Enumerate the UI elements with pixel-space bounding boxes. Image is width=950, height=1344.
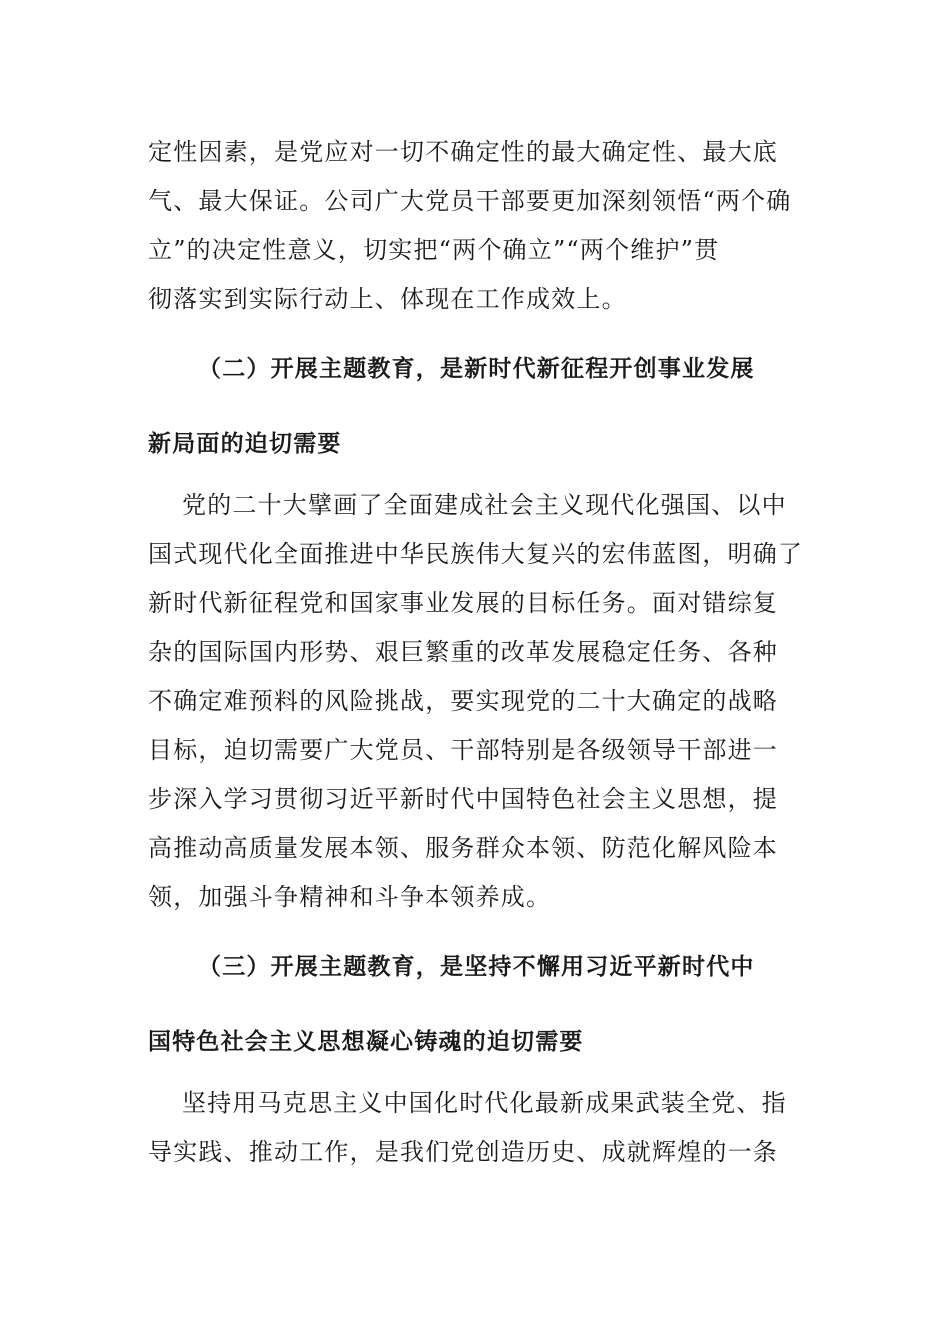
section-heading-2	[148, 350, 808, 463]
text-line: 不确定难预料的风险挑战，要实现党的二十大确定的战略	[148, 687, 778, 715]
text-line: 新时代新征程党和国家事业发展的目标任务。面对错综复	[148, 589, 778, 617]
text-line: 定性因素，是党应对一切不确定性的最大确定性、最大底	[148, 138, 778, 166]
section-heading-3	[148, 948, 808, 1061]
paragraph-continuation	[148, 128, 808, 324]
text-line: 高推动高质量发展本领、服务群众本领、防范化解风险本	[148, 834, 778, 862]
text-line: 目标，迫切需要广大党员、干部特别是各级领导干部进一	[148, 736, 778, 764]
paragraph-3	[148, 1079, 808, 1177]
text-line: 杂的国际国内形势、艰巨繁重的改革发展稳定任务、各种	[148, 638, 778, 666]
text-line: 步深入学习贯彻习近平新时代中国特色社会主义思想，提	[148, 785, 778, 813]
text-line: 领，加强斗争精神和斗争本领养成。	[148, 883, 552, 911]
text-line: 导实践、推动工作，是我们党创造历史、成就辉煌的一条	[148, 1138, 778, 1166]
heading-line: 新局面的迫切需要	[148, 431, 342, 457]
text-line: 气、最大保证。公司广大党员干部要更加深刻领悟“两个确	[148, 187, 792, 215]
heading-line: （三）开展主题教育，是坚持不懈用习近平新时代中	[198, 954, 755, 980]
text-line: 立”的决定性意义，切实把“两个确立”“两个维护”贯	[148, 236, 720, 264]
text-line: 彻落实到实际行动上、体现在工作成效上。	[148, 285, 627, 313]
heading-line: 国特色社会主义思想凝心铸魂的迫切需要	[148, 1029, 584, 1055]
paragraph-2	[148, 481, 808, 922]
text-line: 坚持用马克思主义中国化时代化最新成果武装全党、指	[182, 1089, 787, 1117]
document-body	[148, 128, 808, 1177]
text-line: 国式现代化全面推进中华民族伟大复兴的宏伟蓝图，明确了	[148, 540, 804, 568]
text-line: 党的二十大擘画了全面建成社会主义现代化强国、以中	[182, 491, 787, 519]
heading-line: （二）开展主题教育，是新时代新征程开创事业发展	[198, 356, 755, 382]
